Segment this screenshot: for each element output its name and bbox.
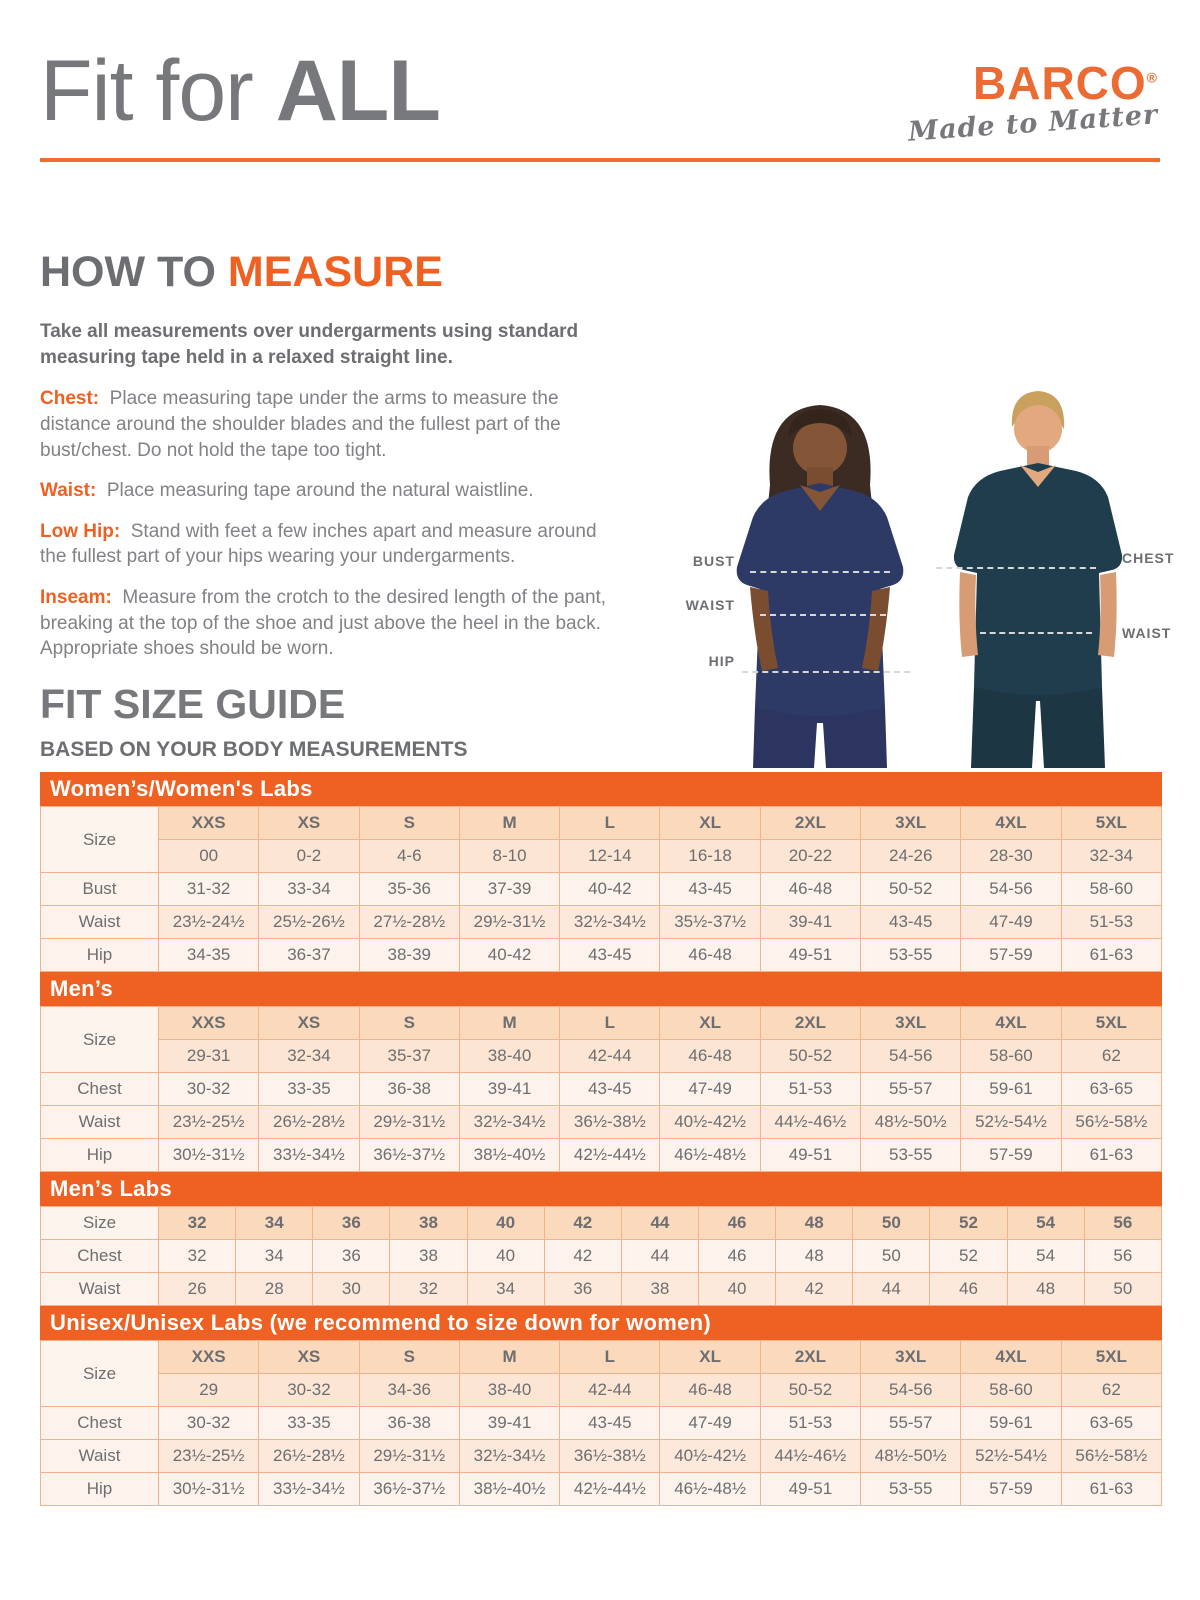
- table-cell: 38: [390, 1240, 467, 1273]
- size-cell: M: [459, 1341, 559, 1374]
- measure-intro: Take all measurements over undergarments using standard measuring tape held in a relaxed straight line.: [40, 321, 579, 368]
- table-cell: 38½-40½: [459, 1139, 559, 1172]
- table-cell: 33-35: [259, 1073, 359, 1106]
- range-row: [41, 1040, 1162, 1073]
- table-cell: 46: [698, 1240, 775, 1273]
- table-cell: 43-45: [660, 873, 760, 906]
- table-cell: 57-59: [961, 1139, 1061, 1172]
- waist-right-line: [980, 632, 1092, 634]
- table-section-header: Unisex/Unisex Labs (we recommend to size down for women): [40, 1306, 1162, 1340]
- table-cell: 42½-44½: [560, 1139, 660, 1172]
- size-cell: 4XL: [961, 1007, 1061, 1040]
- bust-line: [750, 571, 890, 573]
- table-cell: 46-48: [760, 873, 860, 906]
- measure-items: [40, 386, 625, 662]
- range-cell: 16-18: [660, 840, 760, 873]
- table-cell: 38½-40½: [459, 1473, 559, 1506]
- table-cell: 43-45: [861, 906, 961, 939]
- range-row: [41, 840, 1162, 873]
- size-header-row: [41, 807, 1162, 840]
- measure-item: [40, 478, 625, 504]
- range-cell: 58-60: [961, 1040, 1061, 1073]
- table-cell: 39-41: [760, 906, 860, 939]
- size-cell: 40: [467, 1207, 544, 1240]
- row-label: Waist: [41, 906, 159, 939]
- range-cell: 62: [1061, 1374, 1161, 1407]
- size-cell: S: [359, 1007, 459, 1040]
- table-cell: 36½-37½: [359, 1473, 459, 1506]
- table-cell: 42: [544, 1240, 621, 1273]
- table-cell: 42½-44½: [560, 1473, 660, 1506]
- size-cell: 50: [853, 1207, 930, 1240]
- brand-wordmark: [908, 57, 1158, 109]
- row-label: Hip: [41, 1139, 159, 1172]
- range-cell: 30-32: [259, 1374, 359, 1407]
- table-cell: 36½-37½: [359, 1139, 459, 1172]
- table-cell: 53-55: [861, 1473, 961, 1506]
- table-cell: 51-53: [1061, 906, 1161, 939]
- table-cell: 35-36: [359, 873, 459, 906]
- hip-label: HIP: [708, 653, 735, 669]
- measure-item-label: Low Hip:: [40, 520, 121, 542]
- waist-right-label: WAIST: [1122, 625, 1172, 641]
- table-cell: 51-53: [760, 1073, 860, 1106]
- size-tables: [40, 772, 1162, 1506]
- measure-item: [40, 519, 625, 570]
- size-guide-subheading: BASED ON YOUR BODY MEASUREMENTS: [40, 738, 468, 761]
- size-cell: 48: [776, 1207, 853, 1240]
- row-label: Hip: [41, 939, 159, 972]
- table-cell: 48: [776, 1240, 853, 1273]
- table-cell: 47-49: [961, 906, 1061, 939]
- table-cell: 36-38: [359, 1073, 459, 1106]
- table-cell: 46½-48½: [660, 1473, 760, 1506]
- table-cell: 26½-28½: [259, 1106, 359, 1139]
- range-cell: 20-22: [760, 840, 860, 873]
- table-cell: 25½-26½: [259, 906, 359, 939]
- table-cell: 36-37: [259, 939, 359, 972]
- table-cell: 61-63: [1061, 1473, 1161, 1506]
- table-cell: 30-32: [159, 1407, 259, 1440]
- range-cell: 29: [159, 1374, 259, 1407]
- table-cell: 52½-54½: [961, 1440, 1061, 1473]
- table-cell: 30½-31½: [159, 1473, 259, 1506]
- size-cell: 2XL: [760, 1007, 860, 1040]
- table-cell: 33½-34½: [259, 1473, 359, 1506]
- size-cell: 4XL: [961, 807, 1061, 840]
- table-cell: 23½-25½: [159, 1106, 259, 1139]
- range-cell: 32-34: [1061, 840, 1161, 873]
- table-cell: 30½-31½: [159, 1139, 259, 1172]
- how-to-measure-heading: [40, 248, 625, 297]
- size-cell: 52: [930, 1207, 1007, 1240]
- size-cell: XS: [259, 1007, 359, 1040]
- row-label: Waist: [41, 1440, 159, 1473]
- table-row: [41, 1073, 1162, 1106]
- size-table: [40, 1006, 1162, 1172]
- table-cell: 28: [236, 1273, 313, 1306]
- range-row: [41, 1374, 1162, 1407]
- row-label: Waist: [41, 1273, 159, 1306]
- table-cell: 46½-48½: [660, 1139, 760, 1172]
- table-cell: 39-41: [459, 1073, 559, 1106]
- table-cell: 61-63: [1061, 939, 1161, 972]
- measure-item-text: Place measuring tape around the natural waistline.: [96, 480, 534, 502]
- row-label: Hip: [41, 1473, 159, 1506]
- table-row: [41, 1473, 1162, 1506]
- waist-left-line: [760, 614, 886, 616]
- chest-line: [936, 567, 1096, 569]
- table-cell: 49-51: [760, 1139, 860, 1172]
- table-row: [41, 1273, 1162, 1306]
- size-cell: 44: [621, 1207, 698, 1240]
- range-cell: 32-34: [259, 1040, 359, 1073]
- chest-label: CHEST: [1122, 550, 1175, 566]
- range-cell: 50-52: [760, 1374, 860, 1407]
- table-cell: 57-59: [961, 1473, 1061, 1506]
- table-cell: 46-48: [660, 939, 760, 972]
- range-cell: 00: [159, 840, 259, 873]
- size-cell: 5XL: [1061, 1007, 1161, 1040]
- size-cell: 2XL: [760, 807, 860, 840]
- table-cell: 46: [930, 1273, 1007, 1306]
- measure-item-text: Place measuring tape under the arms to measure the distance around the shoulder blades and the fullest part of the bust/chest. Do not hold the tape too tight.: [40, 388, 561, 461]
- page-title-bold: ALL: [275, 43, 440, 139]
- table-cell: 36-38: [359, 1407, 459, 1440]
- registered-mark-icon: ®: [1146, 69, 1158, 86]
- size-cell: XL: [660, 1341, 760, 1374]
- size-cell: 38: [390, 1207, 467, 1240]
- size-cell: XXS: [159, 807, 259, 840]
- table-row: [41, 1440, 1162, 1473]
- heading-orange-part: MEASURE: [227, 248, 443, 296]
- measure-item: [40, 585, 625, 662]
- size-cell: 3XL: [861, 1341, 961, 1374]
- table-cell: 44½-46½: [760, 1106, 860, 1139]
- table-cell: 39-41: [459, 1407, 559, 1440]
- size-cell: M: [459, 807, 559, 840]
- table-cell: 42: [776, 1273, 853, 1306]
- table-cell: 61-63: [1061, 1139, 1161, 1172]
- size-cell: 4XL: [961, 1341, 1061, 1374]
- range-cell: 50-52: [760, 1040, 860, 1073]
- table-cell: 48: [1007, 1273, 1084, 1306]
- size-cell: S: [359, 1341, 459, 1374]
- size-table: [40, 806, 1162, 972]
- range-cell: 29-31: [159, 1040, 259, 1073]
- table-cell: 36½-38½: [560, 1440, 660, 1473]
- table-cell: 50: [853, 1240, 930, 1273]
- size-cell: L: [560, 1341, 660, 1374]
- table-cell: 49-51: [760, 939, 860, 972]
- brand-tagline: Made to Matter: [906, 99, 1159, 148]
- table-cell: 40-42: [560, 873, 660, 906]
- size-cell: XS: [259, 807, 359, 840]
- table-cell: 33-35: [259, 1407, 359, 1440]
- range-cell: 38-40: [459, 1374, 559, 1407]
- size-cell: 3XL: [861, 807, 961, 840]
- table-cell: 63-65: [1061, 1407, 1161, 1440]
- range-cell: 12-14: [560, 840, 660, 873]
- row-label: Bust: [41, 873, 159, 906]
- table-cell: 47-49: [660, 1407, 760, 1440]
- size-header-row: [41, 1007, 1162, 1040]
- table-cell: 52½-54½: [961, 1106, 1061, 1139]
- hip-line: [742, 671, 910, 673]
- table-cell: 40: [698, 1273, 775, 1306]
- table-cell: 43-45: [560, 1073, 660, 1106]
- table-cell: 57-59: [961, 939, 1061, 972]
- how-to-measure-section: [40, 248, 625, 677]
- table-cell: 52: [930, 1240, 1007, 1273]
- table-cell: 23½-25½: [159, 1440, 259, 1473]
- table-cell: 36: [544, 1273, 621, 1306]
- bust-label: BUST: [692, 553, 735, 569]
- size-label-cell: Size: [41, 1007, 159, 1073]
- range-cell: 46-48: [660, 1040, 760, 1073]
- table-cell: 35½-37½: [660, 906, 760, 939]
- table-cell: 49-51: [760, 1473, 860, 1506]
- size-cell: XL: [660, 807, 760, 840]
- measure-item-label: Inseam:: [40, 587, 112, 609]
- size-cell: 3XL: [861, 1007, 961, 1040]
- range-cell: 4-6: [359, 840, 459, 873]
- header-divider: [40, 158, 1160, 162]
- table-cell: 29½-31½: [359, 1106, 459, 1139]
- table-cell: 40½-42½: [660, 1106, 760, 1139]
- size-header-row: [41, 1207, 1162, 1240]
- table-cell: 44½-46½: [760, 1440, 860, 1473]
- table-cell: 50-52: [861, 873, 961, 906]
- table-cell: 34: [236, 1240, 313, 1273]
- table-cell: 33½-34½: [259, 1139, 359, 1172]
- measure-item-label: Chest:: [40, 388, 100, 410]
- range-cell: 42-44: [560, 1374, 660, 1407]
- table-cell: 43-45: [560, 1407, 660, 1440]
- table-cell: 32: [390, 1273, 467, 1306]
- table-cell: 40-42: [459, 939, 559, 972]
- table-cell: 30-32: [159, 1073, 259, 1106]
- table-row: [41, 873, 1162, 906]
- size-table: [40, 1340, 1162, 1506]
- size-cell: 34: [236, 1207, 313, 1240]
- table-cell: 23½-24½: [159, 906, 259, 939]
- size-cell: 32: [159, 1207, 236, 1240]
- table-cell: 38: [621, 1273, 698, 1306]
- range-cell: 62: [1061, 1040, 1161, 1073]
- table-cell: 36½-38½: [560, 1106, 660, 1139]
- size-header-row: [41, 1341, 1162, 1374]
- row-label: Chest: [41, 1240, 159, 1273]
- table-cell: 47-49: [660, 1073, 760, 1106]
- size-cell: 36: [313, 1207, 390, 1240]
- size-cell: XXS: [159, 1007, 259, 1040]
- table-cell: 50: [1084, 1273, 1161, 1306]
- table-cell: 59-61: [961, 1407, 1061, 1440]
- table-cell: 53-55: [861, 939, 961, 972]
- size-cell: 2XL: [760, 1341, 860, 1374]
- page-title-light: Fit for: [40, 43, 276, 139]
- table-section-header: Men’s: [40, 972, 1162, 1006]
- table-cell: 32: [159, 1240, 236, 1273]
- table-cell: 54: [1007, 1240, 1084, 1273]
- range-cell: 54-56: [861, 1374, 961, 1407]
- range-cell: 58-60: [961, 1374, 1061, 1407]
- table-cell: 40½-42½: [660, 1440, 760, 1473]
- size-cell: 5XL: [1061, 807, 1161, 840]
- size-label-cell: Size: [41, 1207, 159, 1240]
- row-label: Chest: [41, 1407, 159, 1440]
- table-cell: 33-34: [259, 873, 359, 906]
- size-label-cell: Size: [41, 1341, 159, 1407]
- table-cell: 59-61: [961, 1073, 1061, 1106]
- heading-gray-part: HOW TO: [40, 248, 228, 296]
- table-cell: 63-65: [1061, 1073, 1161, 1106]
- measure-item-label: Waist:: [40, 480, 97, 502]
- table-cell: 32½-34½: [560, 906, 660, 939]
- size-label-cell: Size: [41, 807, 159, 873]
- range-cell: 42-44: [560, 1040, 660, 1073]
- brand-logo: [906, 57, 1159, 148]
- range-cell: 38-40: [459, 1040, 559, 1073]
- table-cell: 43-45: [560, 939, 660, 972]
- table-cell: 29½-31½: [359, 1440, 459, 1473]
- brand-name: BARCO: [973, 57, 1147, 109]
- table-cell: 55-57: [861, 1407, 961, 1440]
- table-cell: 34-35: [159, 939, 259, 972]
- range-cell: 54-56: [861, 1040, 961, 1073]
- range-cell: 24-26: [861, 840, 961, 873]
- range-cell: 8-10: [459, 840, 559, 873]
- table-cell: 32½-34½: [459, 1106, 559, 1139]
- size-cell: L: [560, 1007, 660, 1040]
- table-cell: 56: [1084, 1240, 1161, 1273]
- row-label: Waist: [41, 1106, 159, 1139]
- table-cell: 56½-58½: [1061, 1106, 1161, 1139]
- table-row: [41, 1240, 1162, 1273]
- table-cell: 29½-31½: [459, 906, 559, 939]
- table-section-header: Men’s Labs: [40, 1172, 1162, 1206]
- table-cell: 31-32: [159, 873, 259, 906]
- measure-item-text: Measure from the crotch to the desired length of the pant, breaking at the top of the shoe and just above the heel in the back. Appropriate shoes should be worn.: [40, 587, 607, 660]
- size-cell: 56: [1084, 1207, 1161, 1240]
- table-row: [41, 906, 1162, 939]
- table-cell: 27½-28½: [359, 906, 459, 939]
- size-cell: S: [359, 807, 459, 840]
- table-cell: 55-57: [861, 1073, 961, 1106]
- table-cell: 38-39: [359, 939, 459, 972]
- table-cell: 37-39: [459, 873, 559, 906]
- table-cell: 40: [467, 1240, 544, 1273]
- size-cell: 54: [1007, 1207, 1084, 1240]
- table-cell: 32½-34½: [459, 1440, 559, 1473]
- fit-size-guide-section: [40, 681, 1162, 1506]
- table-row: [41, 1106, 1162, 1139]
- size-cell: 5XL: [1061, 1341, 1161, 1374]
- table-row: [41, 1407, 1162, 1440]
- range-cell: 0-2: [259, 840, 359, 873]
- size-cell: 42: [544, 1207, 621, 1240]
- range-cell: 28-30: [961, 840, 1061, 873]
- page-title: [40, 42, 440, 141]
- size-cell: XS: [259, 1341, 359, 1374]
- size-cell: XL: [660, 1007, 760, 1040]
- size-table: [40, 1206, 1162, 1306]
- table-row: [41, 939, 1162, 972]
- waist-left-label: WAIST: [685, 597, 735, 613]
- table-cell: 48½-50½: [861, 1106, 961, 1139]
- range-cell: 34-36: [359, 1374, 459, 1407]
- table-cell: 30: [313, 1273, 390, 1306]
- table-cell: 48½-50½: [861, 1440, 961, 1473]
- size-cell: M: [459, 1007, 559, 1040]
- table-cell: 44: [853, 1273, 930, 1306]
- table-cell: 26: [159, 1273, 236, 1306]
- table-cell: 26½-28½: [259, 1440, 359, 1473]
- range-cell: 46-48: [660, 1374, 760, 1407]
- table-cell: 58-60: [1061, 873, 1161, 906]
- row-label: Chest: [41, 1073, 159, 1106]
- size-cell: XXS: [159, 1341, 259, 1374]
- table-row: [41, 1139, 1162, 1172]
- table-cell: 54-56: [961, 873, 1061, 906]
- measure-item: [40, 386, 625, 463]
- range-cell: 35-37: [359, 1040, 459, 1073]
- table-section-header: Women’s/Women's Labs: [40, 772, 1162, 806]
- table-cell: 53-55: [861, 1139, 961, 1172]
- size-guide-heading: FIT SIZE GUIDE: [40, 681, 346, 727]
- size-cell: 46: [698, 1207, 775, 1240]
- table-cell: 34: [467, 1273, 544, 1306]
- size-cell: L: [560, 807, 660, 840]
- table-cell: 44: [621, 1240, 698, 1273]
- table-cell: 56½-58½: [1061, 1440, 1161, 1473]
- table-cell: 51-53: [760, 1407, 860, 1440]
- measure-item-text: Stand with feet a few inches apart and measure around the fullest part of your hips wearing your undergarments.: [40, 520, 597, 568]
- table-cell: 36: [313, 1240, 390, 1273]
